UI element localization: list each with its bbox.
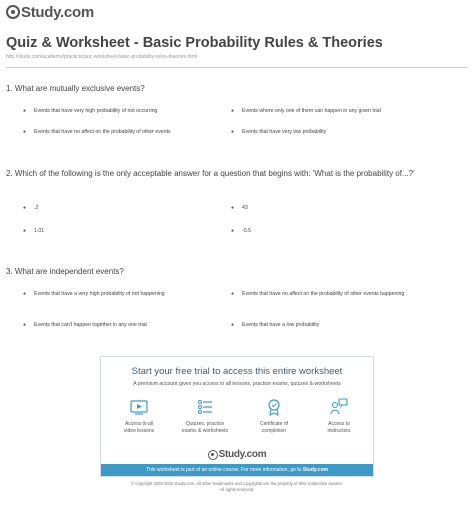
answer-option[interactable] xyxy=(23,108,157,115)
quiz-list-icon xyxy=(195,397,215,417)
feature-label: exams & worksheets xyxy=(181,427,229,434)
radio-bullet-icon: ● xyxy=(231,108,235,114)
option-label: 1.01 xyxy=(34,228,45,234)
cta-brand-text: Study.com xyxy=(218,449,267,460)
logo-text: Study.com xyxy=(21,3,94,21)
instructor-chat-icon xyxy=(329,397,349,417)
feature-video-lessons xyxy=(111,397,167,434)
option-label: Events where only one of them can happen in any given trial xyxy=(242,108,381,114)
feature-certificate xyxy=(246,397,302,434)
feature-quizzes xyxy=(177,397,233,434)
answer-option[interactable] xyxy=(23,129,171,136)
option-label: Events that have a low probability xyxy=(242,322,320,328)
rights-line: All rights reserved. xyxy=(219,486,255,492)
radio-bullet-icon: ● xyxy=(23,228,27,234)
option-label: Events that have a very high probability of not happening xyxy=(34,291,165,297)
feature-label: instructors xyxy=(327,427,351,434)
feature-label: Access to all xyxy=(124,421,154,427)
question-1: 1. What are mutually exclusive events? xyxy=(6,84,145,93)
feature-label: Access to xyxy=(328,421,350,427)
radio-bullet-icon: ● xyxy=(23,129,27,135)
free-trial-panel[interactable] xyxy=(100,356,374,477)
answer-option[interactable] xyxy=(23,205,38,212)
answer-option[interactable] xyxy=(231,108,381,115)
copyright-line: © copyright 2003-2015 Study.com. All other trademarks and copyrights are the property of their respective owners. xyxy=(131,481,343,486)
question-3: 3. What are independent events? xyxy=(6,267,124,276)
option-label: .2 xyxy=(34,205,39,211)
answer-option[interactable] xyxy=(231,205,248,212)
cta-title: Start your free trial to access this entire worksheet xyxy=(131,366,343,377)
answer-option[interactable] xyxy=(231,322,319,329)
course-info-bar[interactable] xyxy=(101,464,373,476)
option-label: 43 xyxy=(242,205,248,211)
copyright-footer xyxy=(0,481,474,492)
feature-instructors xyxy=(311,397,367,434)
cta-subtitle: A premium account gives you access to all lessons, practice exams, quizzes & worksheets xyxy=(133,381,341,387)
bar-text: This worksheet is part of an online course. For more information, go to xyxy=(146,467,302,473)
radio-bullet-icon: ● xyxy=(23,291,27,297)
radio-bullet-icon: ● xyxy=(231,291,235,297)
radio-bullet-icon: ● xyxy=(23,108,27,114)
radio-bullet-icon: ● xyxy=(23,205,27,211)
feature-label: completion xyxy=(261,427,287,434)
radio-bullet-icon: ● xyxy=(231,322,235,328)
feature-label: Certificate of xyxy=(259,421,289,427)
divider xyxy=(6,67,468,68)
logo-icon xyxy=(208,450,218,460)
certificate-icon xyxy=(264,397,284,417)
video-lesson-icon xyxy=(129,397,149,417)
answer-option[interactable] xyxy=(23,228,44,235)
radio-bullet-icon: ● xyxy=(231,129,235,135)
option-label: -0.5 xyxy=(242,228,251,234)
page-title: Quiz & Worksheet - Basic Probability Rules & Theories xyxy=(6,35,383,51)
option-label: Events that can't happen together in any one trial xyxy=(34,322,147,328)
answer-option[interactable] xyxy=(231,228,251,235)
option-label: Events that have no affect on the probability of other events xyxy=(34,129,171,135)
answer-option[interactable] xyxy=(23,322,147,329)
page-url: http://study.com/academy/practice/quiz-worksheet-basic-probability-rules-theories.html xyxy=(6,54,198,60)
option-label: Events that have no affect on the probability of other events happening xyxy=(242,291,405,297)
answer-option[interactable] xyxy=(231,291,431,298)
study-logo[interactable] xyxy=(6,3,94,21)
logo-icon xyxy=(6,5,20,19)
feature-label: Quizzes, practice xyxy=(185,421,225,427)
option-label: Events that have very high probability of not occurring xyxy=(34,108,158,114)
question-2: 2. Which of the following is the only acceptable answer for a question that begins with: 'What is the probability of...?' xyxy=(6,169,415,178)
radio-bullet-icon: ● xyxy=(231,205,235,211)
radio-bullet-icon: ● xyxy=(231,228,235,234)
answer-option[interactable] xyxy=(23,291,213,298)
option-label: Events that have very low probability xyxy=(242,129,327,135)
study-link[interactable]: Study.com xyxy=(302,467,328,473)
feature-label: video lessons xyxy=(123,427,155,434)
cta-logo xyxy=(101,449,373,460)
radio-bullet-icon: ● xyxy=(23,322,27,328)
answer-option[interactable] xyxy=(231,129,326,136)
